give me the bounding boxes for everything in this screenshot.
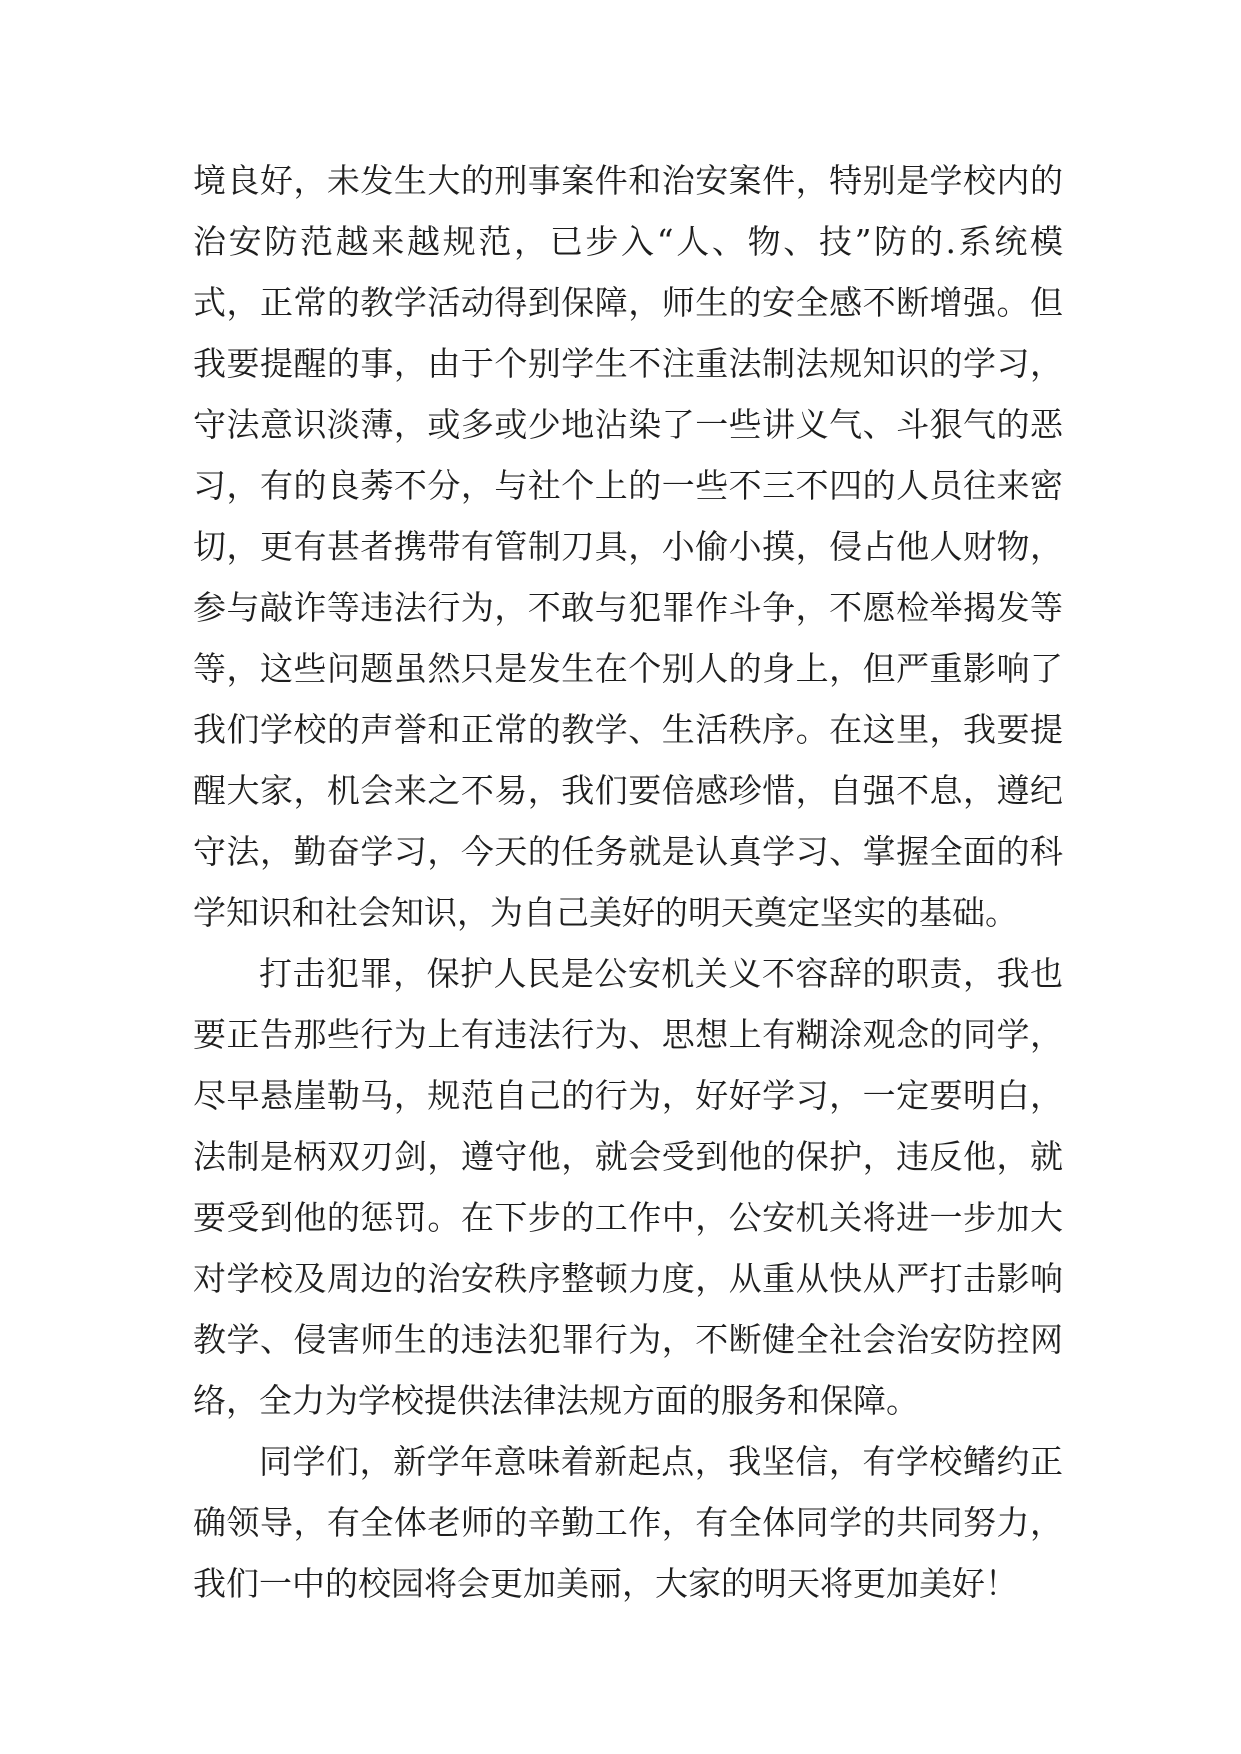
paragraph (193, 1431, 1063, 1614)
text-line: 法制是柄双刃剑，遵守他，就会受到他的保护，违反他，就 (193, 1137, 1063, 1176)
text-line: 要正告那些行为上有违法行为、思想上有糊涂观念的同学， (193, 1015, 1063, 1054)
text-line: 打击犯罪，保护人民是公安机关义不容辞的职责，我也 (259, 954, 1063, 993)
text-line: 习，有的良莠不分，与社个上的一些不三不四的人员往来密 (193, 466, 1063, 505)
text-line: 等，这些问题虽然只是发生在个别人的身上，但严重影响了 (193, 649, 1063, 688)
text-line: 我要提醒的事，由于个别学生不注重法制法规知识的学习， (193, 344, 1063, 383)
text-line: 确领导，有全体老师的辛勤工作，有全体同学的共同努力， (193, 1503, 1063, 1542)
document-body (193, 150, 1063, 1614)
text-line: 教学、侵害师生的违法犯罪行为，不断健全社会治安防控网 (193, 1320, 1063, 1359)
text-line: 我们一中的校园将会更加美丽，大家的明天将更加美好！ (193, 1564, 1018, 1603)
text-line: 要受到他的惩罚。在下步的工作中，公安机关将进一步加大 (193, 1198, 1063, 1237)
text-line: 醒大家，机会来之不易，我们要倍感珍惜，自强不息，遵纪 (193, 771, 1063, 810)
text-line: 式，正常的教学活动得到保障，师生的安全感不断增强。但 (193, 283, 1063, 322)
text-line: 境良好，未发生大的刑事案件和治安案件，特别是学校内的 (193, 161, 1063, 200)
text-line: 参与敲诈等违法行为，不敢与犯罪作斗争，不愿检举揭发等 (193, 588, 1063, 627)
text-line: 我们学校的声誉和正常的教学、生活秩序。在这里，我要提 (193, 710, 1063, 749)
text-line: 守法，勤奋学习，今天的任务就是认真学习、掌握全面的科 (193, 832, 1063, 871)
text-line: 尽早悬崖勒马，规范自己的行为，好好学习，一定要明白， (193, 1076, 1063, 1115)
text-line: 守法意识淡薄，或多或少地沾染了一些讲义气、斗狠气的恶 (193, 405, 1063, 444)
text-line: 络，全力为学校提供法律法规方面的服务和保障。 (193, 1381, 919, 1420)
text-line: 同学们，新学年意味着新起点，我坚信，有学校鳍约正 (259, 1442, 1063, 1481)
paragraph (193, 943, 1063, 1431)
paragraph (193, 150, 1063, 943)
text-line: 学知识和社会知识，为自己美好的明天奠定坚实的基础。 (193, 893, 1018, 932)
text-line: 对学校及周边的治安秩序整顿力度，从重从快从严打击影响 (193, 1259, 1063, 1298)
text-line: 治安防范越来越规范，已步入“人、物、技”防的.系统模 (193, 222, 1063, 261)
text-line: 切，更有甚者携带有管制刀具，小偷小摸，侵占他人财物， (193, 527, 1063, 566)
